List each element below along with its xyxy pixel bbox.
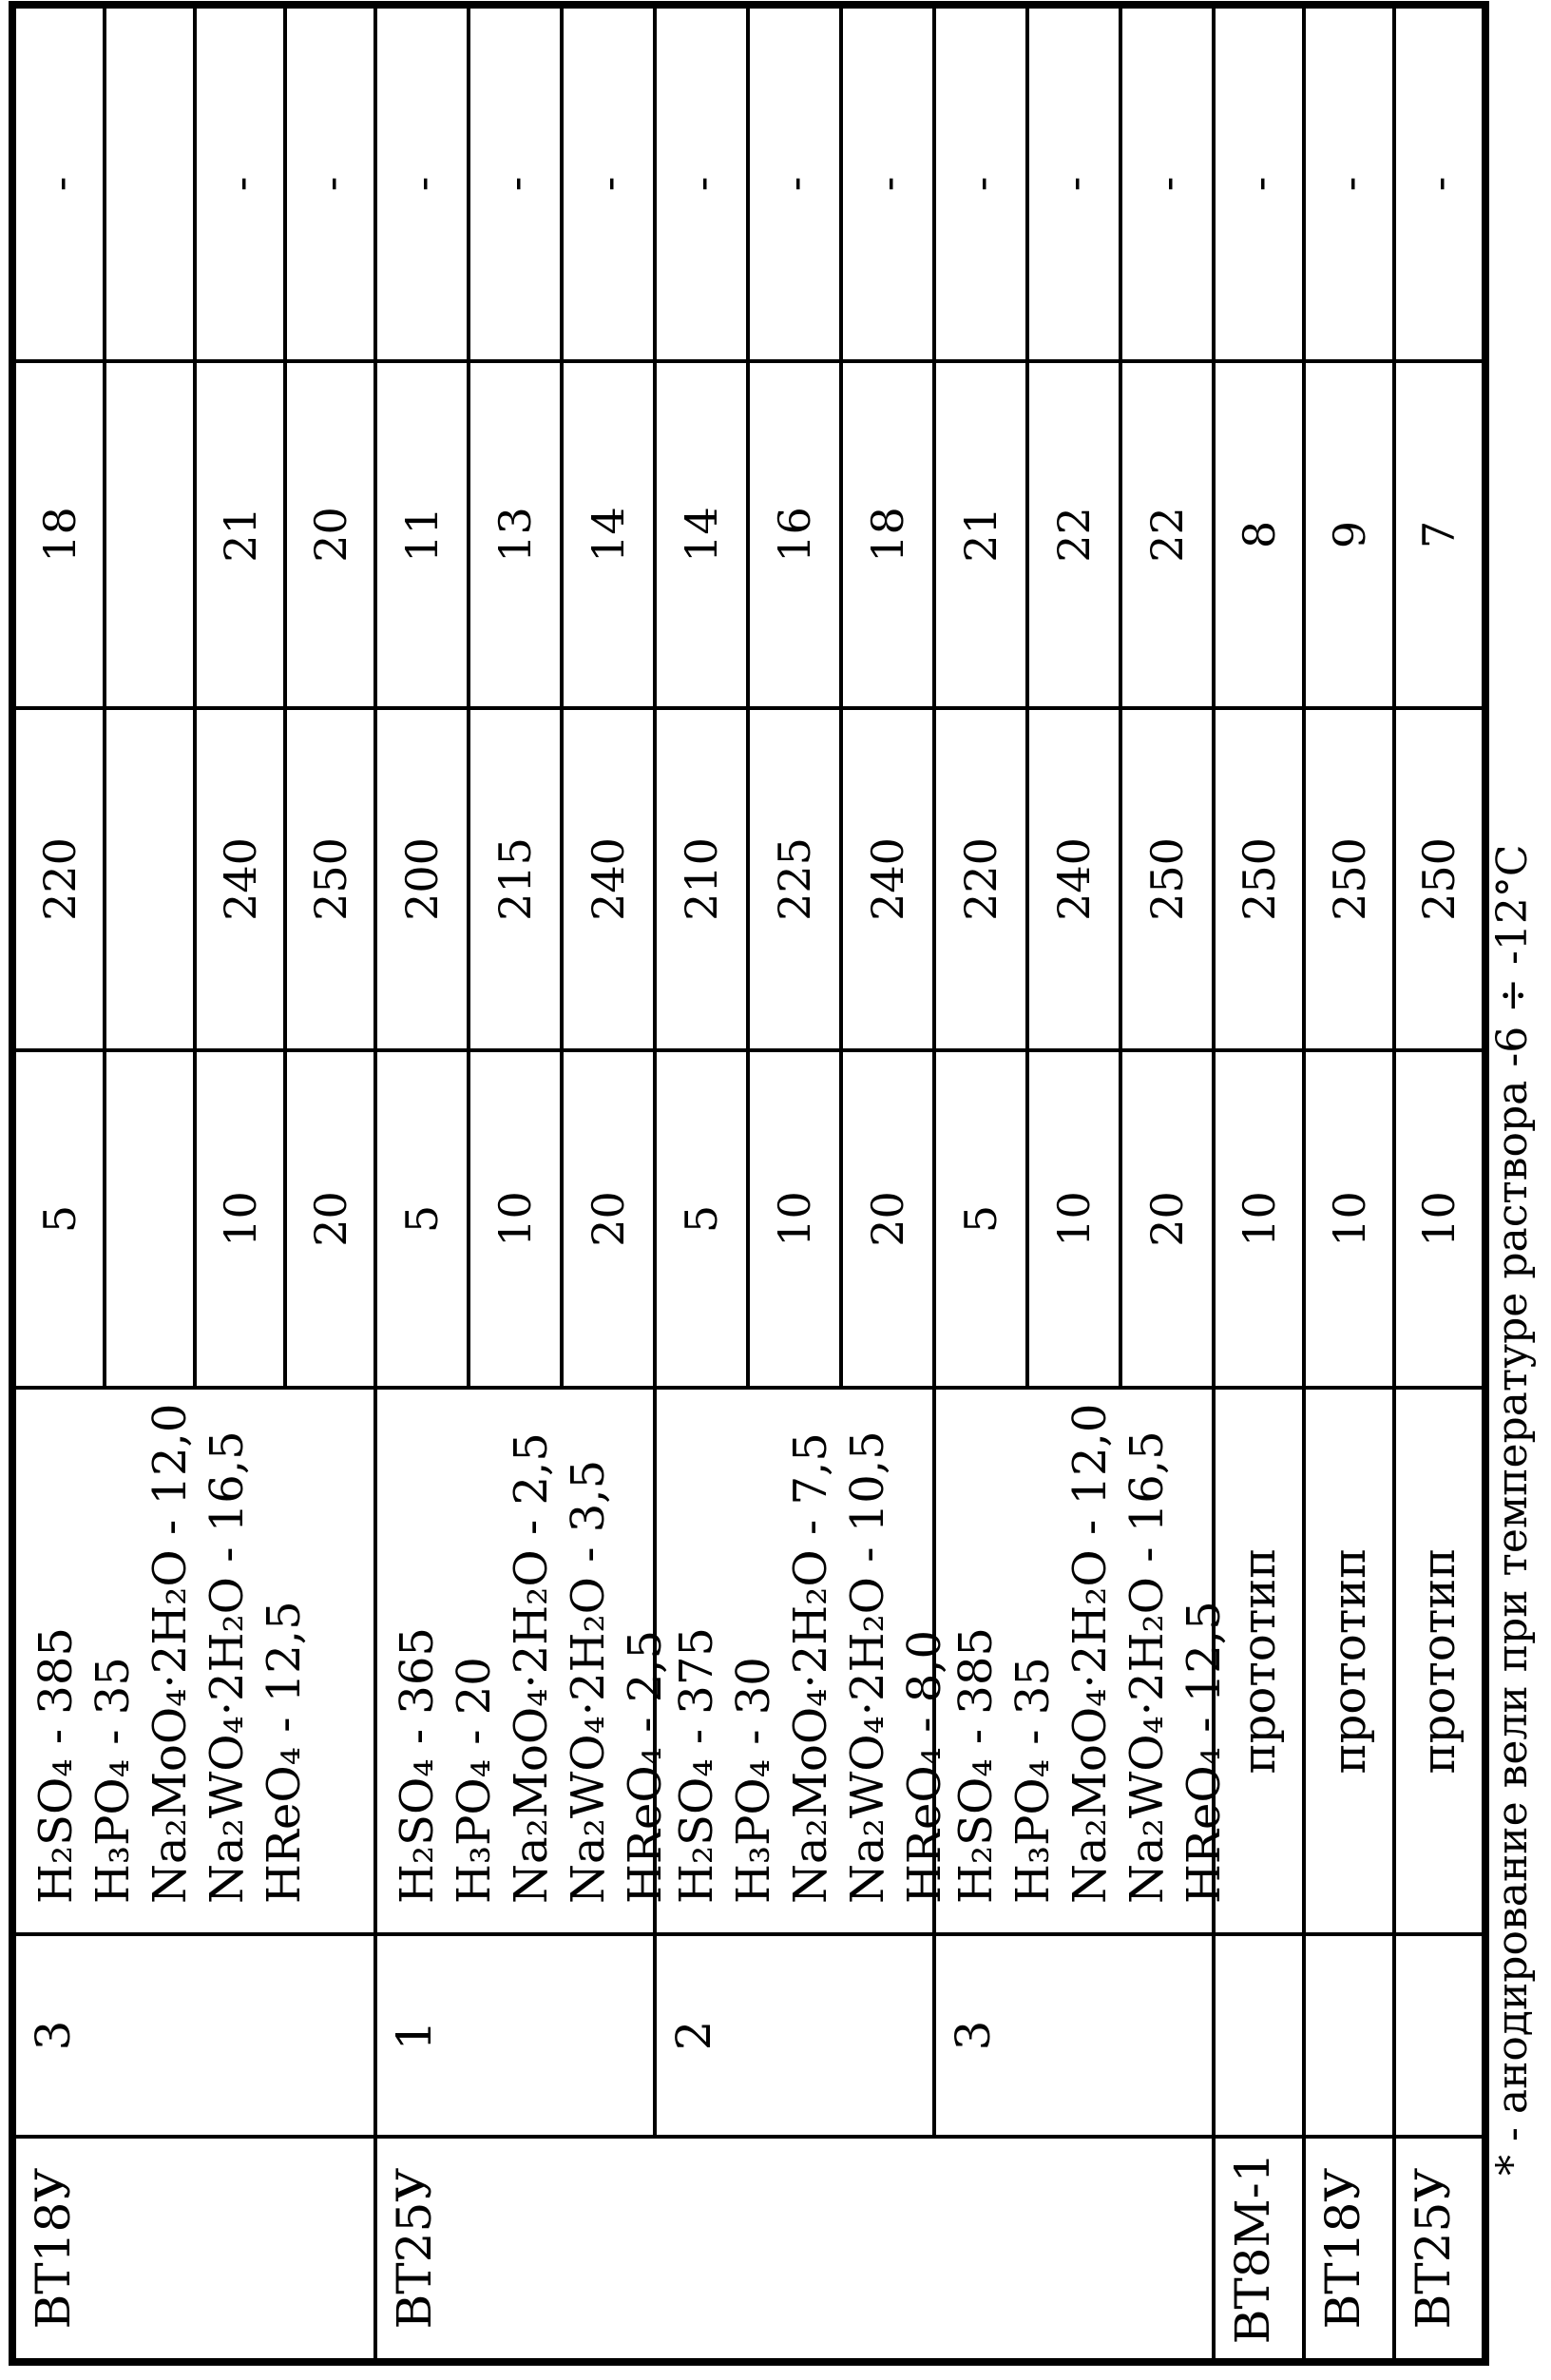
cell-value: 20 <box>304 507 356 563</box>
note-cell <box>1394 7 1484 361</box>
composition-line: H₂SO₄ - 375 <box>670 1627 723 1904</box>
note-cell <box>1027 7 1120 361</box>
thickness-cell <box>1214 361 1304 708</box>
microhardness-cell <box>1214 708 1304 1050</box>
cell-value: 10 <box>1413 1191 1465 1247</box>
composition-cell <box>1214 1388 1304 1934</box>
cell-value: 22 <box>1141 507 1193 563</box>
composition-line: Na₂MoO₄·2H₂O - 2,5 <box>505 1432 558 1904</box>
microhardness-cell <box>375 708 469 1050</box>
cell-value: - <box>769 176 820 192</box>
composition-line: прототип <box>1322 1547 1376 1775</box>
example-number-cell <box>1304 1934 1394 2137</box>
thickness-cell <box>1027 361 1120 708</box>
note-cell <box>655 7 748 361</box>
composition-line: H₂SO₄ - 385 <box>949 1627 1003 1904</box>
cell-value: 5 <box>33 1204 86 1234</box>
alloy-cell <box>1214 2137 1304 2360</box>
note-cell <box>562 7 655 361</box>
example-number-cell <box>655 1934 934 2137</box>
example-number-cell <box>375 1934 655 2137</box>
composition-line: HReO₄ - 8,0 <box>898 1629 951 1904</box>
current-density-cell <box>748 1050 841 1388</box>
microhardness-cell <box>655 708 748 1050</box>
cell-value: 22 <box>1048 507 1100 563</box>
cell-value: - <box>1141 176 1193 192</box>
current-density-cell <box>934 1050 1027 1388</box>
composition-line: HReO₄ - 2,5 <box>619 1629 672 1904</box>
current-density-cell <box>1120 1050 1214 1388</box>
note-cell <box>469 7 562 361</box>
cell-value: - <box>862 176 913 192</box>
composition-line: прототип <box>1232 1547 1286 1775</box>
cell-value: 20 <box>583 1191 634 1247</box>
current-density-cell <box>469 1050 562 1388</box>
microhardness-cell <box>285 708 375 1050</box>
current-density-cell <box>195 1050 285 1388</box>
example-number: 2 <box>666 2020 721 2051</box>
example-number-cell <box>14 1934 375 2137</box>
microhardness-cell <box>14 708 105 1050</box>
note-cell <box>1214 7 1304 361</box>
current-density-cell <box>105 1050 195 1388</box>
cell-value: - <box>1048 176 1100 192</box>
cell-value: 210 <box>676 837 727 921</box>
note-cell <box>285 7 375 361</box>
note-cell <box>195 7 285 361</box>
microhardness-cell <box>469 708 562 1050</box>
composition-line: Na₂WO₄·2H₂O - 3,5 <box>562 1459 615 1904</box>
alloy-label: ВТ25У <box>387 2167 442 2330</box>
current-density-cell <box>562 1050 655 1388</box>
thickness-cell <box>562 361 655 708</box>
microhardness-cell <box>934 708 1027 1050</box>
thickness-cell <box>375 361 469 708</box>
cell-value: - <box>676 176 727 192</box>
composition-cell <box>934 1388 1231 1934</box>
note-cell <box>1304 7 1394 361</box>
microhardness-cell <box>1120 708 1214 1050</box>
cell-value: 5 <box>676 1204 727 1234</box>
cell-value: 225 <box>769 837 820 921</box>
thickness-cell <box>285 361 375 708</box>
current-density-cell <box>841 1050 934 1388</box>
cell-value: - <box>489 176 541 192</box>
alloy-label: ВТ18У <box>26 2167 81 2330</box>
cell-value: 20 <box>304 1191 356 1247</box>
cell-value: 10 <box>769 1191 820 1247</box>
cell-value: 240 <box>862 837 913 921</box>
example-number-cell <box>1394 1934 1484 2137</box>
thickness-cell <box>748 361 841 708</box>
cell-value: 10 <box>1048 1191 1100 1247</box>
cell-value: 21 <box>955 507 1006 563</box>
alloy-cell <box>14 2137 375 2360</box>
microhardness-cell <box>1027 708 1120 1050</box>
alloy-label: ВТ25У <box>1406 2167 1461 2330</box>
cell-value: 14 <box>583 507 634 563</box>
alloy-label: ВТ18У <box>1315 2167 1370 2330</box>
current-density-cell <box>655 1050 748 1388</box>
composition-line: H₂SO₄ - 385 <box>29 1627 83 1904</box>
cell-value: 250 <box>1141 837 1193 921</box>
composition-cell <box>1394 1388 1484 1934</box>
composition-cell <box>375 1388 672 1934</box>
cell-value: 240 <box>214 837 266 921</box>
composition-line: Na₂MoO₄·2H₂O - 12,0 <box>1063 1403 1117 1904</box>
composition-line: Na₂MoO₄·2H₂O - 7,5 <box>784 1432 837 1904</box>
cell-value: 13 <box>489 507 541 563</box>
composition-cell <box>14 1388 375 1934</box>
current-density-cell <box>285 1050 375 1388</box>
note-cell <box>748 7 841 361</box>
cell-value: 18 <box>862 507 913 563</box>
thickness-cell <box>1120 361 1214 708</box>
composition-line: Na₂WO₄·2H₂O - 10,5 <box>841 1430 894 1904</box>
cell-value: - <box>396 176 448 192</box>
composition-line: H₃PO₄ - 30 <box>727 1657 780 1904</box>
current-density-cell <box>375 1050 469 1388</box>
cell-value: 250 <box>1233 837 1285 921</box>
composition-line: HReO₄ - 12,5 <box>258 1601 311 1904</box>
cell-value: 240 <box>1048 837 1100 921</box>
microhardness-cell <box>1394 708 1484 1050</box>
thickness-cell <box>655 361 748 708</box>
cell-value: 5 <box>396 1204 448 1234</box>
thickness-cell <box>934 361 1027 708</box>
alloy-cell <box>1304 2137 1394 2360</box>
cell-value: - <box>214 176 266 192</box>
cell-value: 7 <box>1413 520 1465 549</box>
cell-value: - <box>1233 176 1285 192</box>
cell-value: 21 <box>214 507 266 563</box>
microhardness-cell <box>195 708 285 1050</box>
cell-value: 250 <box>1323 837 1375 921</box>
current-density-cell <box>14 1050 105 1388</box>
composition-line: HReO₄ - 12,5 <box>1178 1601 1231 1904</box>
cell-value: 8 <box>1233 520 1285 549</box>
thickness-cell <box>195 361 285 708</box>
thickness-cell <box>1304 361 1394 708</box>
thickness-cell <box>1394 361 1484 708</box>
thickness-cell <box>105 361 195 708</box>
note-cell <box>105 7 195 361</box>
current-density-cell <box>1214 1050 1304 1388</box>
note-cell <box>841 7 934 361</box>
cell-value: 18 <box>33 507 86 563</box>
cell-value: 10 <box>1233 1191 1285 1247</box>
composition-line: H₃PO₄ - 35 <box>1006 1657 1060 1904</box>
composition-line: Na₂MoO₄·2H₂O - 12,0 <box>144 1403 197 1904</box>
microhardness-cell <box>562 708 655 1050</box>
cell-value: - <box>583 176 634 192</box>
cell-value: 250 <box>1413 837 1465 921</box>
cell-value: 220 <box>955 837 1006 921</box>
cell-value: 5 <box>955 1204 1006 1234</box>
cell-value: 9 <box>1323 520 1375 549</box>
microhardness-cell <box>748 708 841 1050</box>
cell-value: 16 <box>769 507 820 563</box>
composition-line: H₃PO₄ - 35 <box>86 1657 140 1904</box>
microhardness-cell <box>841 708 934 1050</box>
cell-value: - <box>955 176 1006 192</box>
current-density-cell <box>1027 1050 1120 1388</box>
microhardness-cell <box>1304 708 1394 1050</box>
composition-line: Na₂WO₄·2H₂O - 16,5 <box>1120 1430 1174 1904</box>
cell-value: 220 <box>33 837 86 921</box>
composition-line: H₃PO₄ - 20 <box>448 1657 501 1904</box>
note-cell <box>14 7 105 361</box>
example-number-cell <box>934 1934 1214 2137</box>
note-cell <box>934 7 1027 361</box>
alloy-cell <box>375 2137 1214 2360</box>
composition-cell <box>655 1388 951 1934</box>
example-number-cell <box>1214 1934 1304 2137</box>
footnote: * - анодирование вели при температуре раствора -6 ÷ -12°С <box>1488 844 1537 2176</box>
cell-value: 200 <box>396 837 448 921</box>
cell-value: 10 <box>489 1191 541 1247</box>
cell-value: - <box>1413 176 1465 192</box>
cell-value: 215 <box>489 837 541 921</box>
composition-line: Na₂WO₄·2H₂O - 16,5 <box>201 1430 254 1904</box>
thickness-cell <box>841 361 934 708</box>
cell-value: 14 <box>676 507 727 563</box>
cell-value: 11 <box>396 507 448 563</box>
example-number: 1 <box>387 2020 442 2051</box>
thickness-cell <box>469 361 562 708</box>
cell-value: - <box>1323 176 1375 192</box>
current-density-cell <box>1394 1050 1484 1388</box>
cell-value: 20 <box>1141 1191 1193 1247</box>
cell-value: - <box>304 176 356 192</box>
alloy-label: ВТ8М-1 <box>1225 2152 1280 2345</box>
cell-value: 10 <box>1323 1191 1375 1247</box>
note-cell <box>1120 7 1214 361</box>
cell-value: 20 <box>862 1191 913 1247</box>
note-cell <box>375 7 469 361</box>
example-number: 3 <box>946 2020 1001 2051</box>
microhardness-cell <box>105 708 195 1050</box>
cell-value: - <box>33 176 86 192</box>
cell-value: 250 <box>304 837 356 921</box>
composition-cell <box>1304 1388 1394 1934</box>
alloy-cell <box>1394 2137 1484 2360</box>
composition-line: H₂SO₄ - 365 <box>391 1627 444 1904</box>
current-density-cell <box>1304 1050 1394 1388</box>
composition-line: прототип <box>1412 1547 1465 1775</box>
thickness-cell <box>14 361 105 708</box>
example-number: 3 <box>26 2020 81 2051</box>
data-table <box>9 1 1489 2366</box>
cell-value: 240 <box>583 837 634 921</box>
cell-value: 10 <box>214 1191 266 1247</box>
